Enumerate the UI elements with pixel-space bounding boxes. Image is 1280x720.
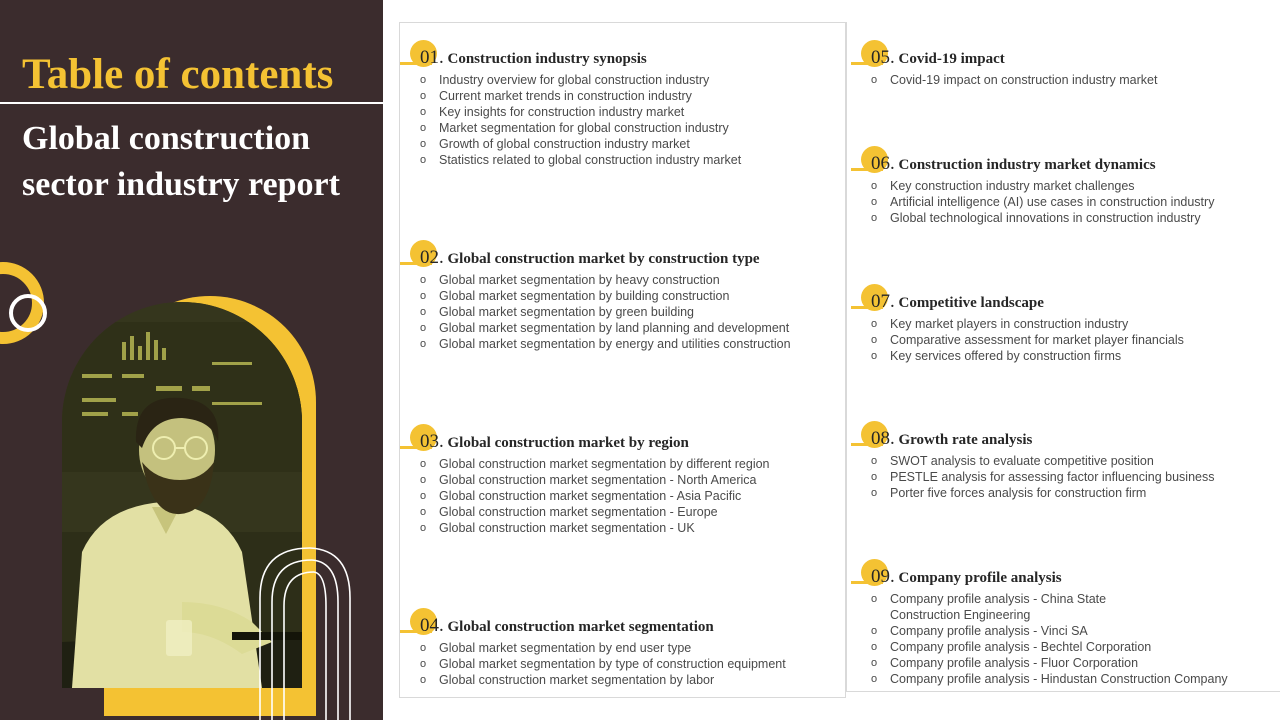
list-item: o Key market players in construction industry	[871, 316, 1184, 332]
list-item: o Global construction market segmentation by different region	[420, 456, 770, 472]
list-item: o Current market trends in construction industry	[420, 88, 741, 104]
section-heading	[420, 431, 689, 453]
section-heading	[420, 247, 760, 269]
list-item: o SWOT analysis to evaluate competitive position	[871, 453, 1214, 469]
section-item-list	[420, 640, 786, 688]
section-number: 03.	[420, 431, 444, 452]
section-heading	[871, 153, 1156, 175]
section-number: 06.	[871, 153, 895, 174]
section-heading	[420, 47, 647, 69]
decorative-ring-white	[9, 294, 47, 332]
slide-subtitle: Global construction sector industry report	[22, 120, 340, 203]
list-item	[871, 591, 1228, 623]
list-item: o Statistics related to global construction industry market	[420, 152, 741, 168]
section-heading	[420, 615, 714, 637]
list-item: o Porter five forces analysis for construction firm	[871, 485, 1214, 501]
list-item: o Global construction market segmentation - North America	[420, 472, 770, 488]
list-item: o Global market segmentation by land planning and development	[420, 320, 791, 336]
list-item: o Company profile analysis - Hindustan Construction Company	[871, 671, 1228, 687]
decorative-arcs	[250, 538, 360, 720]
section-number: 08.	[871, 428, 895, 449]
section-number: 04.	[420, 615, 444, 636]
section-item-list	[871, 591, 1228, 687]
list-item: o Growth of global construction industry market	[420, 136, 741, 152]
section-title: Global construction market by construction type	[447, 251, 760, 267]
list-item: o Global market segmentation by energy and utilities construction	[420, 336, 791, 352]
list-item: o Comparative assessment for market player financials	[871, 332, 1184, 348]
section-number: 02.	[420, 247, 444, 268]
list-item: o Global market segmentation by end user type	[420, 640, 786, 656]
section-number: 09.	[871, 566, 895, 587]
section-heading	[871, 428, 1032, 450]
list-item: o Global market segmentation by green building	[420, 304, 791, 320]
list-item-continuation: Construction Engineering	[890, 608, 1031, 622]
section-title: Growth rate analysis	[898, 432, 1033, 448]
list-item: o Global construction market segmentation by labor	[420, 672, 786, 688]
section-item-list	[420, 72, 741, 168]
section-title: Construction industry market dynamics	[898, 157, 1156, 173]
list-item: o Global construction market segmentation - UK	[420, 520, 770, 536]
list-item: o PESTLE analysis for assessing factor influencing business	[871, 469, 1214, 485]
list-item: o Company profile analysis - Bechtel Corporation	[871, 639, 1228, 655]
section-number: 07.	[871, 291, 895, 312]
slide-title: Table of contents	[22, 51, 334, 98]
list-item: o Global market segmentation by heavy construction	[420, 272, 791, 288]
section-title: Company profile analysis	[898, 570, 1062, 586]
list-item: o Industry overview for global construction industry	[420, 72, 741, 88]
section-item-list	[871, 178, 1214, 226]
title-divider	[0, 102, 383, 104]
sidebar-panel	[0, 0, 383, 720]
list-item: o Key construction industry market challenges	[871, 178, 1214, 194]
list-item: o Global market segmentation by building construction	[420, 288, 791, 304]
list-item: o Key insights for construction industry market	[420, 104, 741, 120]
section-item-list	[871, 72, 1157, 88]
list-item: o Global technological innovations in construction industry	[871, 210, 1214, 226]
section-title: Global construction market segmentation	[447, 619, 714, 635]
list-item: o Global construction market segmentation - Asia Pacific	[420, 488, 770, 504]
section-item-list	[420, 456, 770, 536]
list-item: o Global market segmentation by type of construction equipment	[420, 656, 786, 672]
section-title: Covid-19 impact	[898, 51, 1005, 67]
list-item: o Company profile analysis - Vinci SA	[871, 623, 1228, 639]
section-number: 01.	[420, 47, 444, 68]
list-item: o Artificial intelligence (AI) use cases in construction industry	[871, 194, 1214, 210]
section-heading	[871, 566, 1062, 588]
section-title: Construction industry synopsis	[447, 51, 647, 67]
section-item-list	[420, 272, 791, 352]
list-item: o Market segmentation for global construction industry	[420, 120, 741, 136]
list-item: o Covid-19 impact on construction industry market	[871, 72, 1157, 88]
list-item: o Global construction market segmentation - Europe	[420, 504, 770, 520]
section-title: Competitive landscape	[898, 295, 1044, 311]
section-title: Global construction market by region	[447, 435, 689, 451]
section-number: 05.	[871, 47, 895, 68]
section-heading	[871, 47, 1005, 69]
list-item-line: Company profile analysis - China State	[890, 592, 1107, 606]
list-item: o Company profile analysis - Fluor Corporation	[871, 655, 1228, 671]
section-item-list	[871, 453, 1214, 501]
section-heading	[871, 291, 1044, 313]
list-item: o Key services offered by construction firms	[871, 348, 1184, 364]
section-item-list	[871, 316, 1184, 364]
